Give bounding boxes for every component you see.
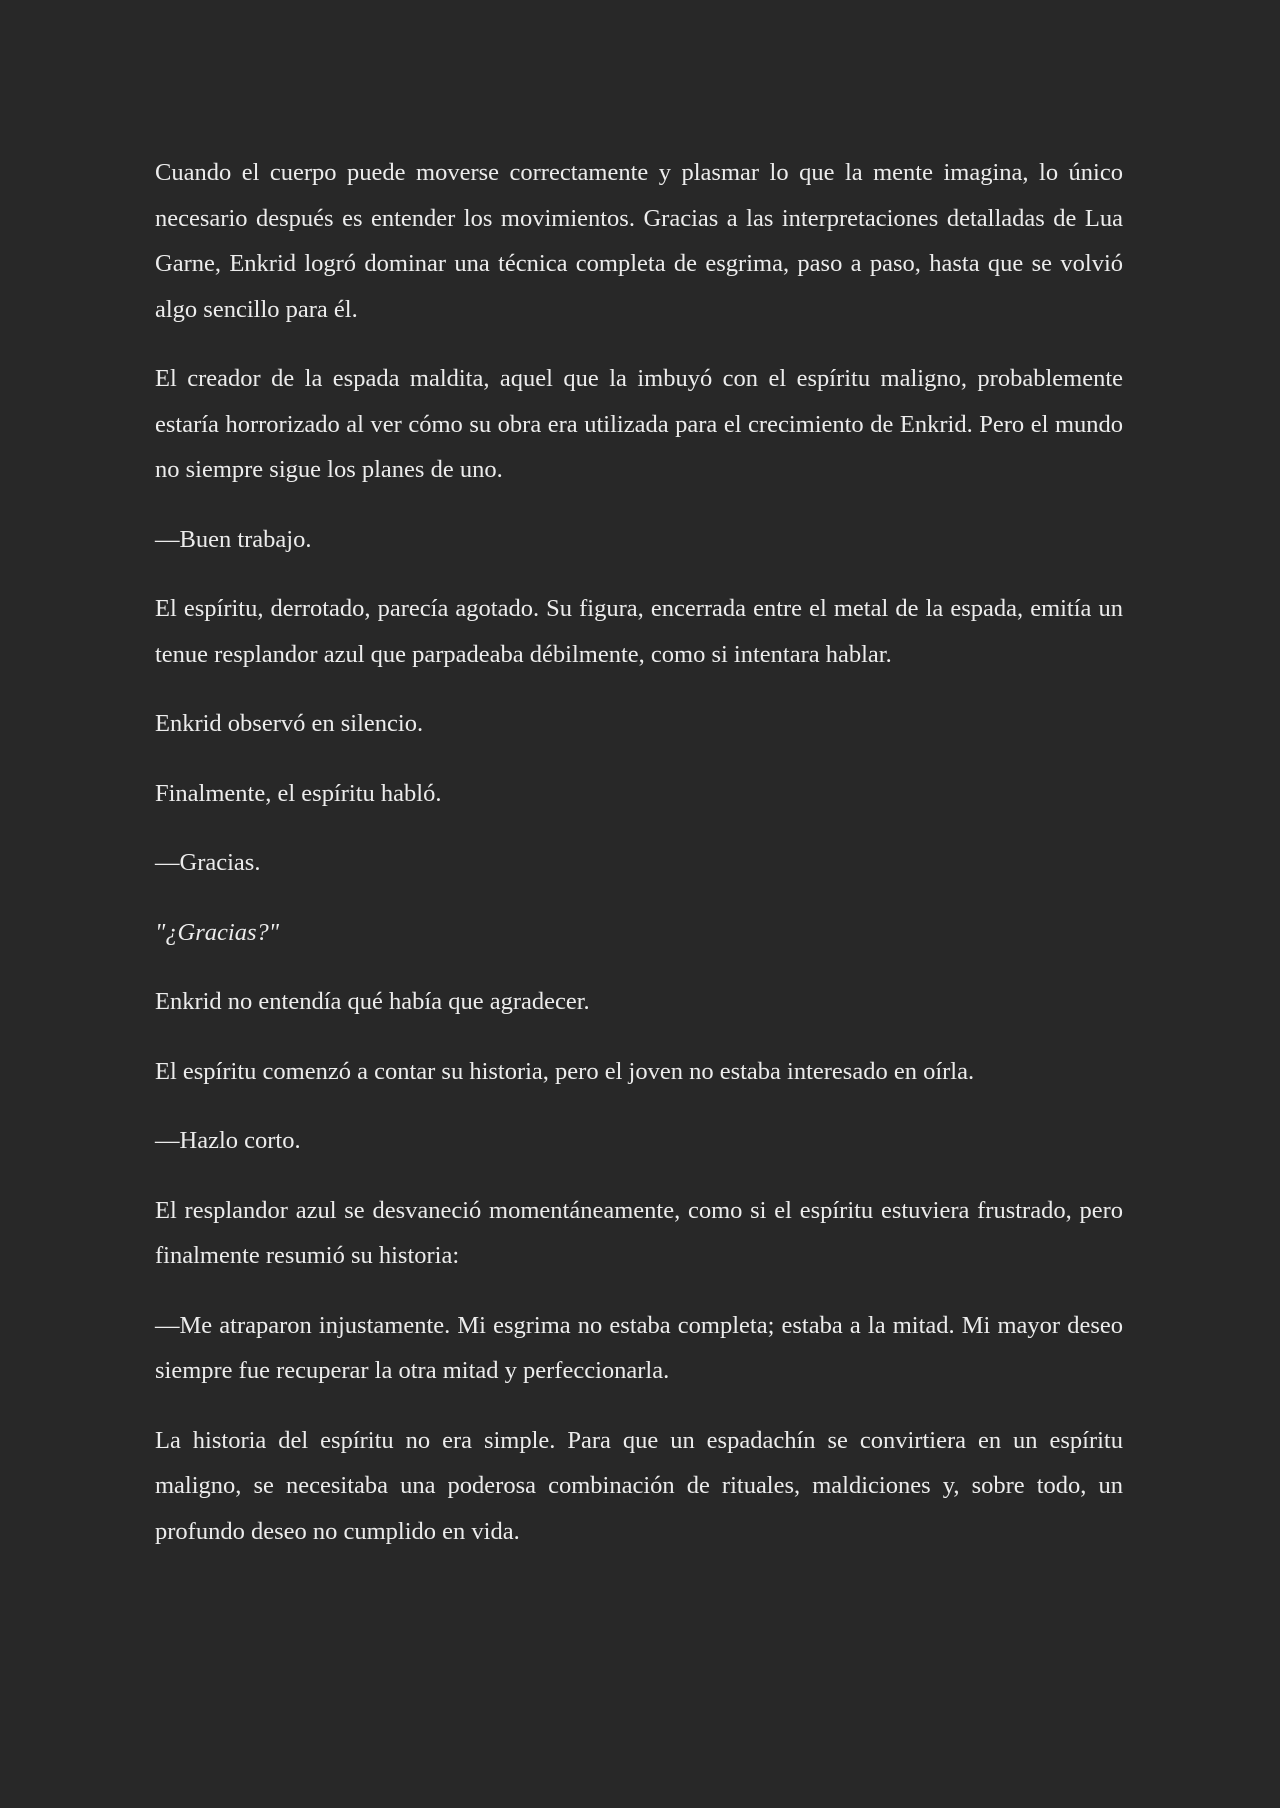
paragraph: Finalmente, el espíritu habló. [155,779,442,807]
dialogue-line: —Hazlo corto. [155,1127,301,1154]
inner-thought: "¿Gracias?" [155,918,280,946]
dialogue-line: —Gracias. [155,849,261,876]
paragraph: Cuando el cuerpo puede moverse correctamente y plasmar lo que la mente imagina, lo único necesario después es entender los movimientos. Gracias a las interpretaciones detalladas de Lua Garne, Enkrid logró dominar una técnica completa de esgrima, paso a paso, hasta que se volvió algo sencillo para él. [155,159,1123,323]
paragraph: La historia del espíritu no era simple. Para que un espadachín se convirtiera en un espíritu maligno, se necesitaba una poderosa combinación de rituales, maldiciones y, sobre todo, un profundo deseo no cumplido en vida. [155,1426,1123,1545]
chapter-text [155,150,1123,1578]
paragraph: El espíritu comenzó a contar su historia, pero el joven no estaba interesado en oírla. [155,1057,975,1085]
paragraph: El resplandor azul se desvaneció momentáneamente, como si el espíritu estuviera frustrado, pero finalmente resumió su historia: [155,1196,1123,1269]
dialogue-line: —Buen trabajo. [155,525,312,553]
paragraph: Enkrid observó en silencio. [155,710,424,737]
paragraph: El espíritu, derrotado, parecía agotado. Su figura, encerrada entre el metal de la espada, emitía un tenue resplandor azul que parpadeaba débilmente, como si intentara hablar. [155,595,1123,668]
dialogue-line: —Me atraparon injustamente. Mi esgrima no estaba completa; estaba a la mitad. Mi mayor deseo siempre fue recuperar la otra mitad y perfeccionarla. [155,1311,1123,1384]
paragraph: El creador de la espada maldita, aquel que la imbuyó con el espíritu maligno, probablemente estaría horrorizado al ver cómo su obra era utilizada para el crecimiento de Enkrid. Pero el mundo no siempre sigue los planes de uno. [155,365,1123,483]
paragraph: Enkrid no entendía qué había que agradecer. [155,988,590,1015]
